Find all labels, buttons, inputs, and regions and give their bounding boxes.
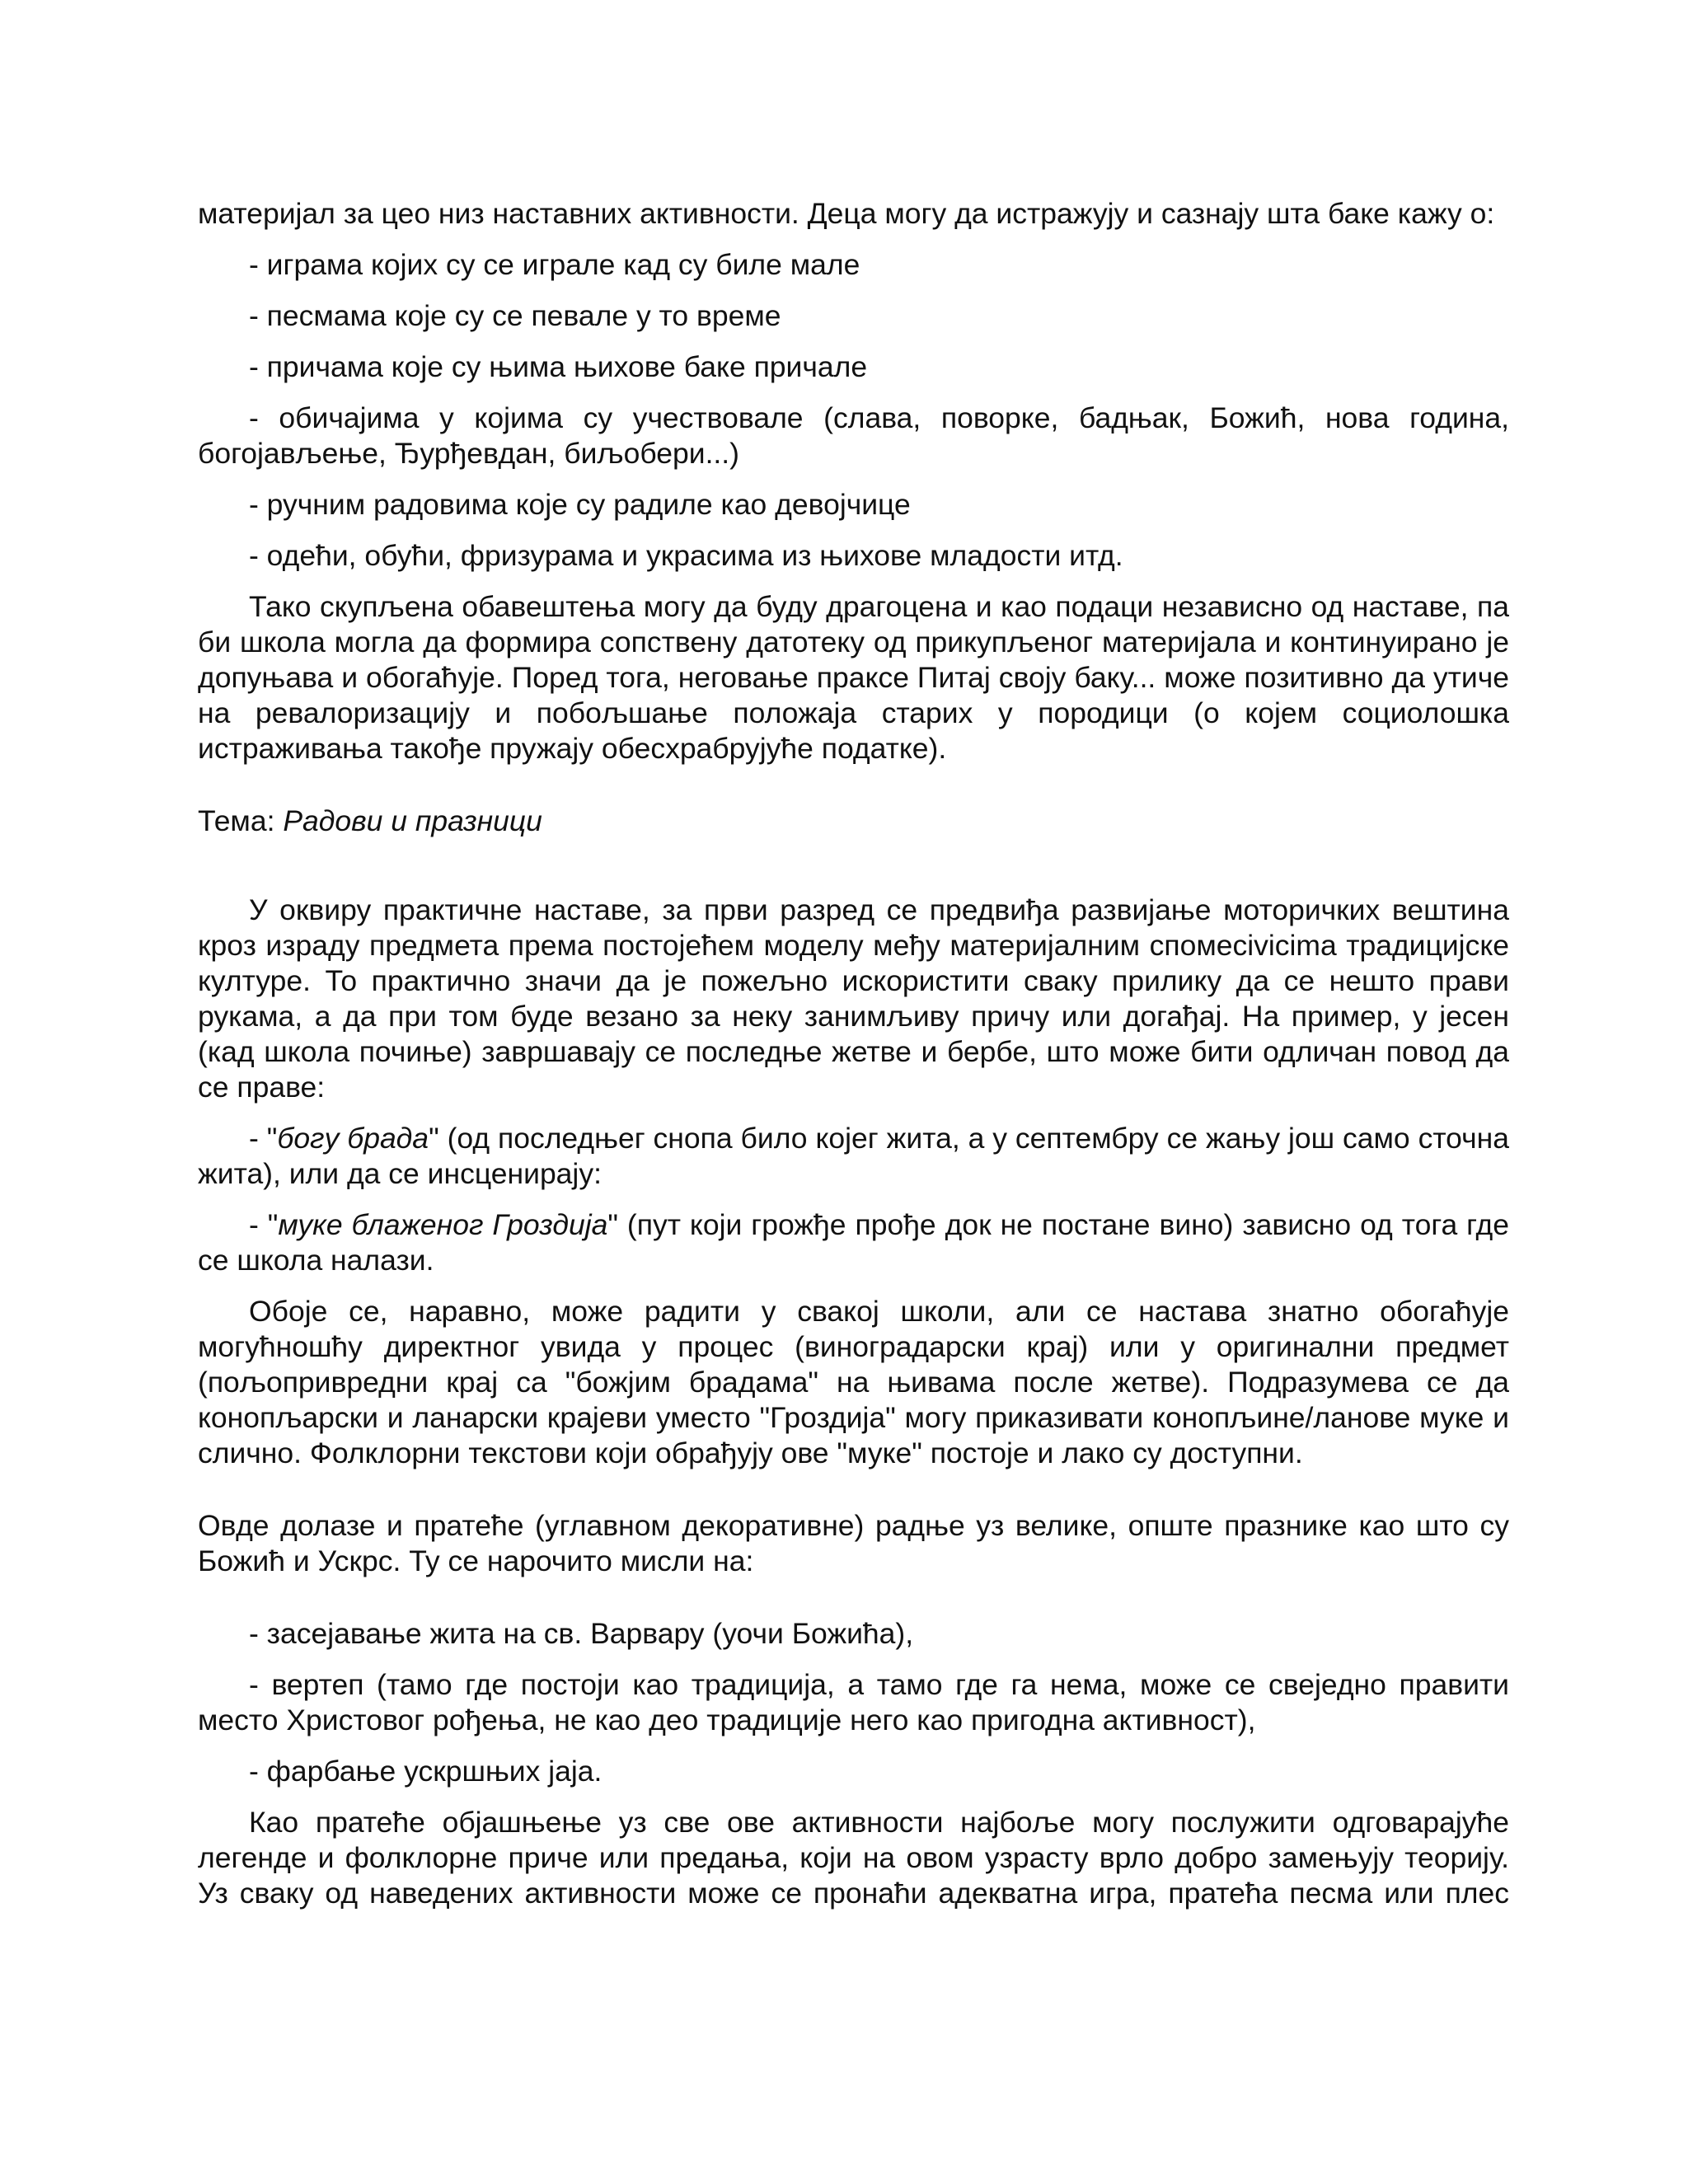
closing-paragraph: Као пратеће објашњење уз све ове активности најбоље могу послужити одговарајуће легенде и фолклорне приче или предања, који на овом узрасту врло добро замењују теорију. Уз сваку од наведених активности може се пронаћи адекватна игра, пратећа песма или плес xyxy=(198,1806,1509,1910)
list-item: - одећи, обући, фризурама и украсима из њихове младости итд. xyxy=(249,539,1123,572)
list-item: - фарбање ускршњих јаја. xyxy=(249,1755,603,1788)
example-suffix: " (од последњег снопа било којег жита, а у септембру се жању још само сточна жита), или да се инсценирају: xyxy=(198,1122,1509,1190)
example-title: муке блаженог Гроздија xyxy=(278,1208,608,1241)
holidays-paragraph: Овде долазе и пратеће (углавном декоративне) радње уз велике, опште празнике као што су Божић и Ускрс. Ту се нарочито мисли на: xyxy=(198,1509,1509,1577)
example-prefix: - " xyxy=(249,1208,279,1241)
collected-info-paragraph: Тако скупљена обавештења могу да буду драгоцена и као подаци независно од наставе, па би школа могла да формира сопствену датотеку од прикупљеног материјала и континуирано је допуњава и обогаћује. Поред тога, неговање праксе Питај своју баку... може позитивно да утиче на ревалоризацију и побољшање положаја старих у породици (о којем социолошка истраживања такође пружају обесхрабрујуће податке). xyxy=(198,590,1509,765)
list-item: - песмама које су се певале у то време xyxy=(249,299,781,332)
topic-title: Радови и празници xyxy=(283,804,542,837)
list-item: - вертеп (тамо где постоји као традиција, а тамо где га нема, може се свеједно правити место Христовог рођења, не као део традиције него као пригодна активност), xyxy=(198,1668,1509,1736)
practical-paragraph: У оквиру практичне наставе, за први разред се предвиђа развијање моторичких вештина кроз израду предмета према постојећем моделу међу материјалним спомеcivicima традицијске културе. То практично значи да је пожељно искористити сваку прилику да се нешто прави рукама, а да при том буде везано за неку занимљиву причу или догађај. На пример, у јесен (кад школа почиње) завршавају се последње жетве и бербе, што може бити одличан повод да се праве: xyxy=(198,893,1509,1104)
example-item xyxy=(198,1121,1509,1192)
list-item: - ручним радовима које су радиле као девојчице xyxy=(249,488,911,521)
list-item: - играма којих су се играле кад су биле мале xyxy=(249,248,860,281)
intro-paragraph: материјал за цео низ наставних активности. Деца могу да истражују и сазнају шта баке кажу о: xyxy=(198,197,1495,230)
list-item: - обичајима у којима су учествовале (слава, поворке, бадњак, Божић, нова година, богојављење, Ђурђевдан, биљобери...) xyxy=(198,401,1509,470)
topic-heading xyxy=(198,804,1509,839)
example-title: богу брада xyxy=(277,1122,429,1155)
both-paragraph: Обоје се, наравно, може радити у свакој школи, али се настава знатно обогаћује могућношћу директног увида у процес (виноградарски крај) или у оригинални предмет (пољопривредни крај са "божјим брадама" на њивама после жетве). Подразумева се да конопљарски и ланарски крајеви уместо "Гроздија" могу приказивати конопљине/ланове муке и слично. Фолклорни текстови који обрађују ове "муке" постоје и лако су доступни. xyxy=(198,1295,1509,1469)
document-page xyxy=(198,196,1509,1911)
example-suffix: " (пут који грожђе прође док не постане вино) зависно од тога где се школа налази. xyxy=(198,1208,1509,1277)
example-item xyxy=(198,1207,1509,1278)
list-item: - причама које су њима њихове баке причале xyxy=(249,350,868,383)
list-item: - засејавање жита на св. Варвару (уочи Божића), xyxy=(249,1617,914,1650)
topic-label: Тема: xyxy=(198,804,284,837)
example-prefix: - " xyxy=(249,1122,278,1155)
